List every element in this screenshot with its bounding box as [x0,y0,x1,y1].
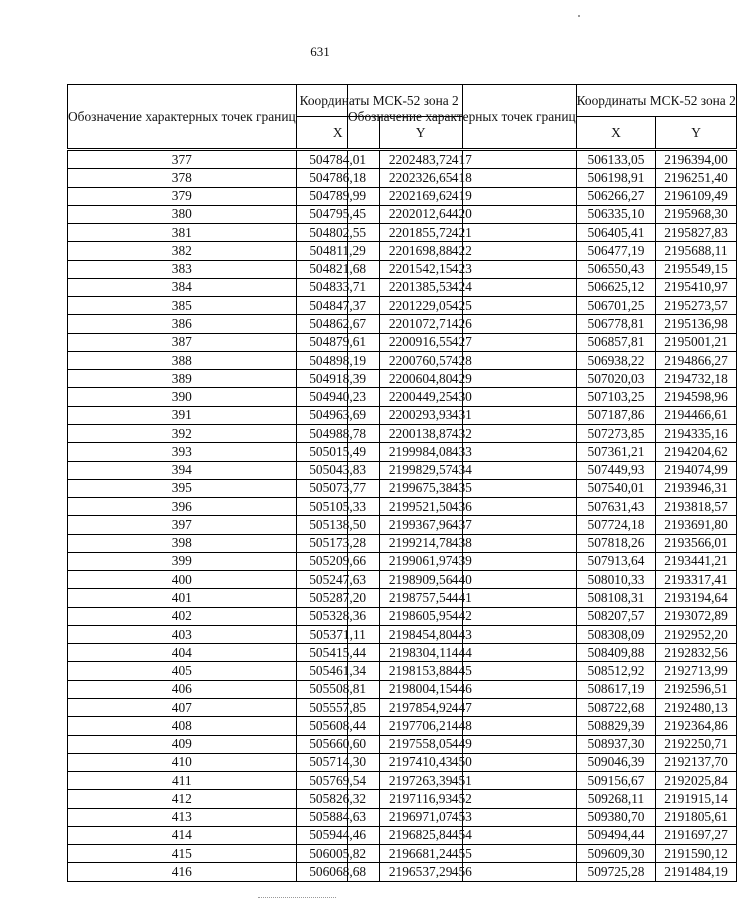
x-coordinate-cell: 505015,49 [296,443,379,461]
coordinates-table-right [347,84,737,882]
point-number-cell: 449 [348,735,577,753]
table-row [348,498,737,516]
y-header: Y [379,117,462,150]
table-row [348,315,737,333]
y-coordinate-cell: 2194866,27 [656,351,737,369]
table-row [348,644,737,662]
x-coordinate-cell: 506405,41 [576,224,656,242]
table-row [348,150,737,169]
table-row [348,571,737,589]
y-coordinate-cell: 2200604,80 [379,370,462,388]
table-row [348,224,737,242]
y-coordinate-cell: 2196109,49 [656,187,737,205]
point-number-cell: 378 [68,169,297,187]
y-coordinate-cell: 2202483,72 [379,150,462,169]
point-number-cell: 410 [68,753,297,771]
y-coordinate-cell: 2201385,53 [379,278,462,296]
y-coordinate-cell: 2199061,97 [379,552,462,570]
x-coordinate-cell: 509268,11 [576,790,656,808]
x-coordinate-cell: 505043,83 [296,461,379,479]
y-coordinate-cell: 2199984,08 [379,443,462,461]
point-number-cell: 419 [348,187,577,205]
x-coordinate-cell: 504862,67 [296,315,379,333]
y-coordinate-cell: 2199829,57 [379,461,462,479]
x-coordinate-cell: 505884,63 [296,808,379,826]
y-coordinate-cell: 2191915,14 [656,790,737,808]
table-row [348,297,737,315]
point-number-cell: 420 [348,205,577,223]
point-number-cell: 417 [348,150,577,169]
point-number-cell: 399 [68,552,297,570]
point-number-cell: 428 [348,351,577,369]
point-number-cell: 380 [68,205,297,223]
x-coordinate-cell: 505371,11 [296,625,379,643]
point-number-cell: 383 [68,260,297,278]
point-number-cell: 437 [348,516,577,534]
point-number-cell: 455 [348,845,577,863]
y-coordinate-cell: 2202169,62 [379,187,462,205]
x-coordinate-cell: 506198,91 [576,169,656,187]
x-coordinate-cell: 506133,05 [576,150,656,169]
y-coordinate-cell: 2195273,57 [656,297,737,315]
point-number-cell: 377 [68,150,297,169]
table-row [348,333,737,351]
y-header: Y [656,117,737,150]
point-number-cell: 424 [348,278,577,296]
x-coordinate-cell: 507449,93 [576,461,656,479]
table-row [348,662,737,680]
point-number-cell: 384 [68,278,297,296]
point-number-cell: 451 [348,772,577,790]
y-coordinate-cell: 2192832,56 [656,644,737,662]
x-coordinate-cell: 505209,66 [296,552,379,570]
point-header: Обозначение характерных точек границ [68,85,297,150]
point-number-cell: 382 [68,242,297,260]
point-number-cell: 456 [348,863,577,881]
y-coordinate-cell: 2192137,70 [656,753,737,771]
x-coordinate-cell: 508829,39 [576,717,656,735]
y-coordinate-cell: 2195549,15 [656,260,737,278]
x-coordinate-cell: 508722,68 [576,698,656,716]
point-number-cell: 411 [68,772,297,790]
x-coordinate-cell: 504833,71 [296,278,379,296]
point-header: Обозначение характерных точек границ [348,85,577,150]
table-row [348,790,737,808]
scan-artifact-line [258,897,336,898]
y-coordinate-cell: 2194335,16 [656,424,737,442]
point-number-cell: 418 [348,169,577,187]
x-header: X [576,117,656,150]
point-number-cell: 421 [348,224,577,242]
point-number-cell: 447 [348,698,577,716]
table-row [348,479,737,497]
x-coordinate-cell: 506938,22 [576,351,656,369]
y-coordinate-cell: 2198757,54 [379,589,462,607]
y-coordinate-cell: 2197558,05 [379,735,462,753]
x-coordinate-cell: 505073,77 [296,479,379,497]
x-coordinate-cell: 505508,81 [296,680,379,698]
y-coordinate-cell: 2193072,89 [656,607,737,625]
y-coordinate-cell: 2194074,99 [656,461,737,479]
y-coordinate-cell: 2201542,15 [379,260,462,278]
point-number-cell: 444 [348,644,577,662]
y-coordinate-cell: 2199675,38 [379,479,462,497]
point-number-cell: 392 [68,424,297,442]
x-coordinate-cell: 508108,31 [576,589,656,607]
point-number-cell: 407 [68,698,297,716]
y-coordinate-cell: 2200293,93 [379,406,462,424]
x-coordinate-cell: 507913,64 [576,552,656,570]
x-coordinate-cell: 504963,69 [296,406,379,424]
x-coordinate-cell: 509046,39 [576,753,656,771]
x-coordinate-cell: 506005,82 [296,845,379,863]
point-number-cell: 406 [68,680,297,698]
x-coordinate-cell: 509494,44 [576,826,656,844]
x-coordinate-cell: 507631,43 [576,498,656,516]
y-coordinate-cell: 2194598,96 [656,388,737,406]
table-row [348,753,737,771]
table-row [348,826,737,844]
point-number-cell: 443 [348,625,577,643]
x-coordinate-cell: 508512,92 [576,662,656,680]
x-coordinate-cell: 504811,29 [296,242,379,260]
x-coordinate-cell: 505328,36 [296,607,379,625]
y-coordinate-cell: 2194466,61 [656,406,737,424]
y-coordinate-cell: 2198605,95 [379,607,462,625]
point-number-cell: 393 [68,443,297,461]
point-number-cell: 387 [68,333,297,351]
x-coordinate-cell: 505105,33 [296,498,379,516]
y-coordinate-cell: 2197410,43 [379,753,462,771]
y-coordinate-cell: 2193946,31 [656,479,737,497]
table-row [348,552,737,570]
y-coordinate-cell: 2198304,11 [379,644,462,662]
table-row [348,370,737,388]
table-row [348,260,737,278]
x-coordinate-cell: 504847,37 [296,297,379,315]
point-number-cell: 381 [68,224,297,242]
x-coordinate-cell: 506335,10 [576,205,656,223]
table-row [348,278,737,296]
x-coordinate-cell: 508010,33 [576,571,656,589]
y-coordinate-cell: 2202326,65 [379,169,462,187]
y-coordinate-cell: 2200916,55 [379,333,462,351]
y-coordinate-cell: 2191697,27 [656,826,737,844]
point-number-cell: 446 [348,680,577,698]
point-number-cell: 405 [68,662,297,680]
point-number-cell: 379 [68,187,297,205]
y-coordinate-cell: 2198454,80 [379,625,462,643]
table-row [348,242,737,260]
point-number-cell: 404 [68,644,297,662]
y-coordinate-cell: 2201698,88 [379,242,462,260]
table-row [348,534,737,552]
y-coordinate-cell: 2192713,99 [656,662,737,680]
x-coordinate-cell: 508409,88 [576,644,656,662]
y-coordinate-cell: 2191805,61 [656,808,737,826]
y-coordinate-cell: 2196971,07 [379,808,462,826]
y-coordinate-cell: 2191590,12 [656,845,737,863]
x-coordinate-cell: 505608,44 [296,717,379,735]
x-coordinate-cell: 505714,30 [296,753,379,771]
x-coordinate-cell: 505660,60 [296,735,379,753]
y-coordinate-cell: 2198153,88 [379,662,462,680]
coords-group-header: Координаты МСК-52 зона 2 [576,85,736,117]
point-number-cell: 415 [68,845,297,863]
point-number-cell: 397 [68,516,297,534]
y-coordinate-cell: 2193317,41 [656,571,737,589]
y-coordinate-cell: 2196681,24 [379,845,462,863]
y-coordinate-cell: 2193566,01 [656,534,737,552]
point-number-cell: 403 [68,625,297,643]
table-row [348,443,737,461]
x-coordinate-cell: 505247,63 [296,571,379,589]
x-coordinate-cell: 505944,46 [296,826,379,844]
y-coordinate-cell: 2195688,11 [656,242,737,260]
y-coordinate-cell: 2197116,93 [379,790,462,808]
table-row [348,717,737,735]
x-coordinate-cell: 506477,19 [576,242,656,260]
point-number-cell: 435 [348,479,577,497]
y-coordinate-cell: 2192952,20 [656,625,737,643]
point-number-cell: 425 [348,297,577,315]
x-coordinate-cell: 506625,12 [576,278,656,296]
x-coordinate-cell: 509380,70 [576,808,656,826]
point-number-cell: 430 [348,388,577,406]
point-number-cell: 394 [68,461,297,479]
point-number-cell: 413 [68,808,297,826]
y-coordinate-cell: 2193441,21 [656,552,737,570]
x-coordinate-cell: 504988,78 [296,424,379,442]
table-row [348,625,737,643]
scan-dot [578,15,580,17]
table-row [348,205,737,223]
point-number-cell: 439 [348,552,577,570]
y-coordinate-cell: 2199521,50 [379,498,462,516]
x-coordinate-cell: 506550,43 [576,260,656,278]
point-number-cell: 416 [68,863,297,881]
table-row [348,863,737,881]
x-coordinate-cell: 506266,27 [576,187,656,205]
table-row [348,680,737,698]
x-coordinate-cell: 505138,50 [296,516,379,534]
table-row [348,424,737,442]
x-coordinate-cell: 507103,25 [576,388,656,406]
x-coordinate-cell: 505769,54 [296,772,379,790]
x-coordinate-cell: 507540,01 [576,479,656,497]
y-coordinate-cell: 2193818,57 [656,498,737,516]
y-coordinate-cell: 2194204,62 [656,443,737,461]
y-coordinate-cell: 2191484,19 [656,863,737,881]
table-row [348,388,737,406]
table-row [348,845,737,863]
table-row [348,808,737,826]
y-coordinate-cell: 2192596,51 [656,680,737,698]
point-number-cell: 448 [348,717,577,735]
x-coordinate-cell: 508207,57 [576,607,656,625]
point-number-cell: 452 [348,790,577,808]
y-coordinate-cell: 2192364,86 [656,717,737,735]
point-number-cell: 434 [348,461,577,479]
point-number-cell: 445 [348,662,577,680]
point-number-cell: 396 [68,498,297,516]
y-coordinate-cell: 2200449,25 [379,388,462,406]
x-coordinate-cell: 507187,86 [576,406,656,424]
y-coordinate-cell: 2197854,92 [379,698,462,716]
x-coordinate-cell: 506857,81 [576,333,656,351]
x-coordinate-cell: 505173,28 [296,534,379,552]
point-number-cell: 441 [348,589,577,607]
x-header: X [296,117,379,150]
table-row [348,698,737,716]
table-row [348,589,737,607]
table-row [348,607,737,625]
x-coordinate-cell: 509609,30 [576,845,656,863]
x-coordinate-cell: 504802,55 [296,224,379,242]
point-number-cell: 442 [348,607,577,625]
x-coordinate-cell: 507724,18 [576,516,656,534]
y-coordinate-cell: 2201855,72 [379,224,462,242]
table-row [348,406,737,424]
y-coordinate-cell: 2192480,13 [656,698,737,716]
table-row [348,351,737,369]
point-number-cell: 409 [68,735,297,753]
y-coordinate-cell: 2196251,40 [656,169,737,187]
table-row [348,169,737,187]
point-number-cell: 433 [348,443,577,461]
x-coordinate-cell: 506068,68 [296,863,379,881]
y-coordinate-cell: 2196537,29 [379,863,462,881]
x-coordinate-cell: 508308,09 [576,625,656,643]
y-coordinate-cell: 2199214,78 [379,534,462,552]
y-coordinate-cell: 2201072,71 [379,315,462,333]
point-number-cell: 400 [68,571,297,589]
x-coordinate-cell: 504795,45 [296,205,379,223]
y-coordinate-cell: 2202012,64 [379,205,462,223]
point-number-cell: 423 [348,260,577,278]
x-coordinate-cell: 504918,39 [296,370,379,388]
x-coordinate-cell: 509725,28 [576,863,656,881]
x-coordinate-cell: 505826,32 [296,790,379,808]
point-number-cell: 401 [68,589,297,607]
point-number-cell: 436 [348,498,577,516]
x-coordinate-cell: 507818,26 [576,534,656,552]
y-coordinate-cell: 2195001,21 [656,333,737,351]
point-number-cell: 388 [68,351,297,369]
x-coordinate-cell: 507273,85 [576,424,656,442]
x-coordinate-cell: 506778,81 [576,315,656,333]
x-coordinate-cell: 505415,44 [296,644,379,662]
coords-group-header: Координаты МСК-52 зона 2 [296,85,462,117]
point-number-cell: 429 [348,370,577,388]
y-coordinate-cell: 2196825,84 [379,826,462,844]
table-body [348,150,737,882]
point-number-cell: 414 [68,826,297,844]
y-coordinate-cell: 2198004,15 [379,680,462,698]
x-coordinate-cell: 505557,85 [296,698,379,716]
point-number-cell: 422 [348,242,577,260]
y-coordinate-cell: 2194732,18 [656,370,737,388]
y-coordinate-cell: 2192025,84 [656,772,737,790]
x-coordinate-cell: 507020,03 [576,370,656,388]
x-coordinate-cell: 504784,01 [296,150,379,169]
point-number-cell: 453 [348,808,577,826]
y-coordinate-cell: 2195136,98 [656,315,737,333]
x-coordinate-cell: 505287,20 [296,589,379,607]
x-coordinate-cell: 506701,25 [576,297,656,315]
point-number-cell: 432 [348,424,577,442]
x-coordinate-cell: 504789,99 [296,187,379,205]
page-number: 631 [310,44,330,59]
y-coordinate-cell: 2200138,87 [379,424,462,442]
y-coordinate-cell: 2200760,57 [379,351,462,369]
point-number-cell: 391 [68,406,297,424]
y-coordinate-cell: 2196394,00 [656,150,737,169]
y-coordinate-cell: 2195827,83 [656,224,737,242]
x-coordinate-cell: 508617,19 [576,680,656,698]
y-coordinate-cell: 2192250,71 [656,735,737,753]
point-number-cell: 412 [68,790,297,808]
point-number-cell: 440 [348,571,577,589]
point-number-cell: 450 [348,753,577,771]
y-coordinate-cell: 2193194,64 [656,589,737,607]
y-coordinate-cell: 2199367,96 [379,516,462,534]
point-number-cell: 426 [348,315,577,333]
x-coordinate-cell: 504821,68 [296,260,379,278]
y-coordinate-cell: 2195968,30 [656,205,737,223]
table-row [348,772,737,790]
y-coordinate-cell: 2197263,39 [379,772,462,790]
y-coordinate-cell: 2195410,97 [656,278,737,296]
table-row [348,735,737,753]
x-coordinate-cell: 509156,67 [576,772,656,790]
point-number-cell: 390 [68,388,297,406]
point-number-cell: 386 [68,315,297,333]
point-number-cell: 389 [68,370,297,388]
point-number-cell: 395 [68,479,297,497]
x-coordinate-cell: 504879,61 [296,333,379,351]
table-row [348,187,737,205]
y-coordinate-cell: 2193691,80 [656,516,737,534]
y-coordinate-cell: 2201229,05 [379,297,462,315]
x-coordinate-cell: 505461,34 [296,662,379,680]
x-coordinate-cell: 507361,21 [576,443,656,461]
table-row [348,516,737,534]
point-number-cell: 431 [348,406,577,424]
point-number-cell: 385 [68,297,297,315]
point-number-cell: 438 [348,534,577,552]
y-coordinate-cell: 2197706,21 [379,717,462,735]
point-number-cell: 454 [348,826,577,844]
point-number-cell: 427 [348,333,577,351]
point-number-cell: 402 [68,607,297,625]
y-coordinate-cell: 2198909,56 [379,571,462,589]
x-coordinate-cell: 504786,18 [296,169,379,187]
x-coordinate-cell: 504898,19 [296,351,379,369]
table-row [348,461,737,479]
x-coordinate-cell: 504940,23 [296,388,379,406]
point-number-cell: 408 [68,717,297,735]
x-coordinate-cell: 508937,30 [576,735,656,753]
point-number-cell: 398 [68,534,297,552]
